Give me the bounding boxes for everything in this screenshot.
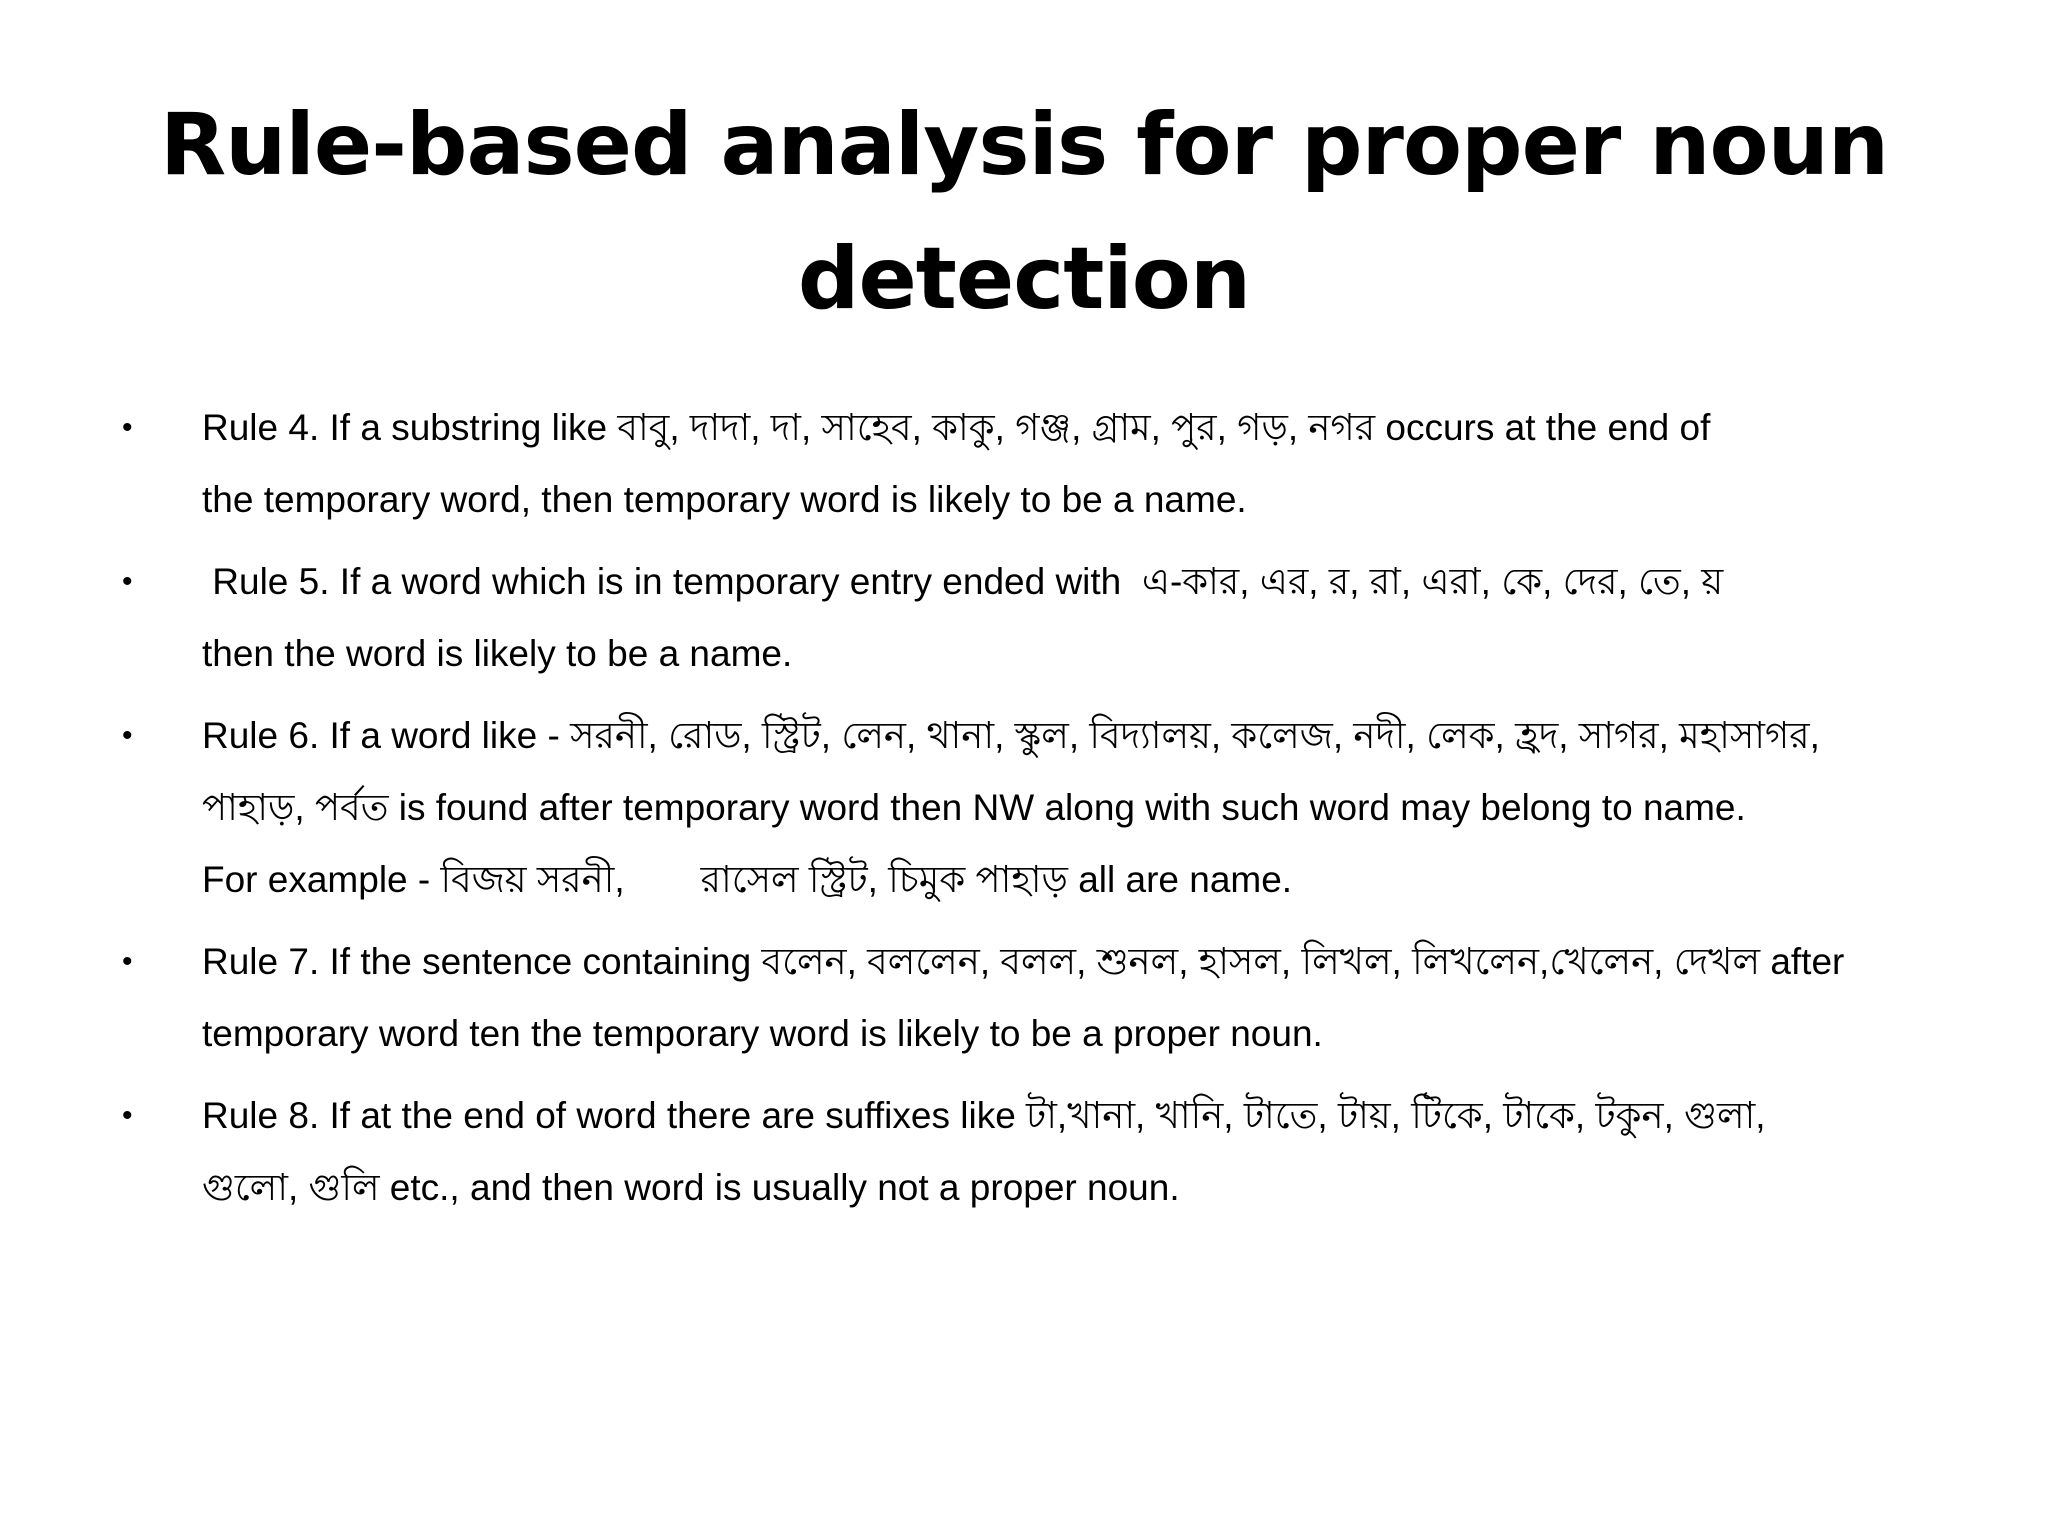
rule-5-line-2: then the word is likely to be a name. [202, 633, 793, 674]
rule-7-line-2: temporary word ten the temporary word is likely to be a proper noun. [202, 1013, 1323, 1054]
bullet-icon: • [122, 1099, 133, 1132]
slide-title: Rule-based analysis for proper noun detection [159, 95, 1889, 329]
bullet-icon: • [122, 719, 133, 752]
rule-6-item [0, 700, 2048, 916]
rule-5-item [0, 546, 2048, 690]
rule-5-line-1: Rule 5. If a word which is in temporary entry ended with এ-কার, এর, র, রা, এরা, কে, দের, তে, য় [202, 561, 1724, 602]
rule-4-line-2: the temporary word, then temporary word is likely to be a name. [202, 479, 1247, 520]
rule-6-line-1: Rule 6. If a word like - সরনী, রোড, স্ট্রিট, লেন, থানা, স্কুল, বিদ্যালয়, কলেজ, নদী, লেক, হ্রদ, সাগর, মহাসাগর, [202, 715, 1820, 756]
rule-4-line-1: Rule 4. If a substring like বাবু, দাদা, দা, সাহেব, কাকু, গঞ্জ, গ্রাম, পুর, গড়, নগর occurs at the end of [202, 407, 1711, 448]
bullet-icon: • [122, 411, 133, 444]
rule-7-line-1: Rule 7. If the sentence containing বলেন, বললেন, বলল, শুনল, হাসল, লিখল, লিখলেন,খেলেন, দেখল after [202, 941, 1845, 982]
rule-6-line-2: পাহাড়, পর্বত is found after temporary word then NW along with such word may belong to name. [202, 787, 1746, 828]
rule-6-example-rest: রাসেল স্ট্রিট, চিমুক পাহাড় all are name. [700, 859, 1293, 900]
rule-8-line-1: Rule 8. If at the end of word there are suffixes like টা,খানা, খানি, টাতে, টায়, টিকে, টাকে, টকুন, গুলা, [202, 1095, 1766, 1136]
rule-4-item [0, 392, 2048, 536]
rule-8-line-2: গুলো, গুলি etc., and then word is usually not a proper noun. [202, 1167, 1180, 1208]
rule-6-example-line [202, 844, 2038, 916]
bullet-icon: • [122, 565, 133, 598]
bullet-icon: • [122, 945, 133, 978]
rule-8-item [0, 1080, 2048, 1224]
rule-7-item [0, 926, 2048, 1070]
rule-list [0, 392, 2048, 1234]
rule-6-example-prefix: For example - বিজয় সরনী, [202, 859, 625, 900]
